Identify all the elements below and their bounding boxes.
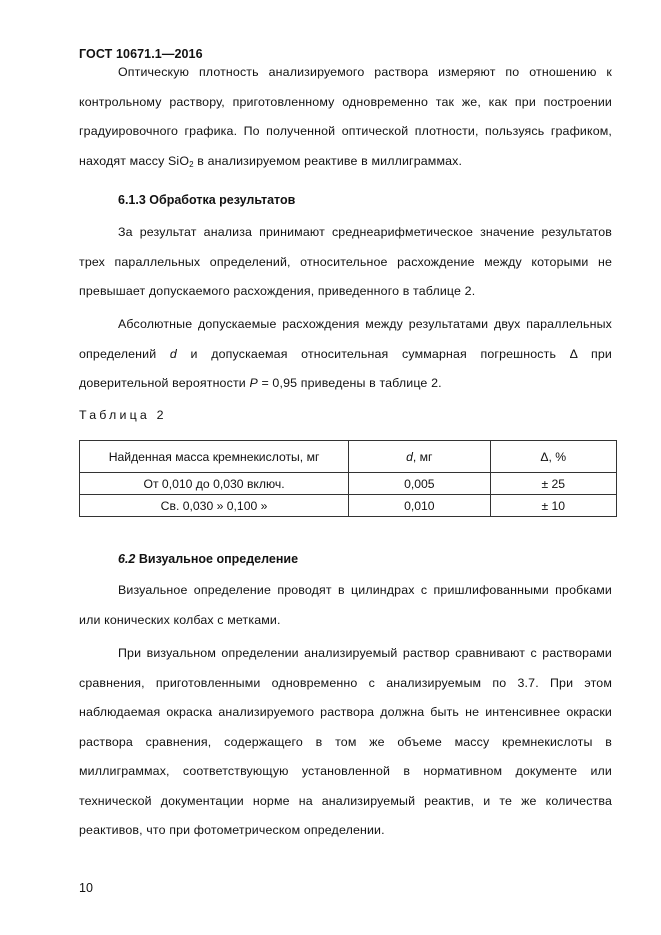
cell-delta: ± 25 bbox=[490, 473, 616, 495]
header-d-variable: d bbox=[406, 449, 413, 464]
table-2 bbox=[79, 440, 617, 517]
cell-delta: ± 10 bbox=[490, 495, 616, 517]
cell-mass: Св. 0,030 » 0,100 » bbox=[80, 495, 349, 517]
document-header: ГОСТ 10671.1—2016 bbox=[79, 47, 203, 61]
paragraph-text: Оптическую плотность анализируемого раствора измеряют по отношению к контрольному раствору, приготовленному одновременно так же, как при построении градуировочного графика. По полученной оптической плотности, пользуясь графиком, находят массу SiO bbox=[79, 65, 612, 168]
cell-d: 0,010 bbox=[349, 495, 490, 517]
paragraph-tolerances bbox=[79, 310, 612, 399]
paragraph-text: Абсолютные допускаемые расхождения между результатами двух параллельных определений bbox=[79, 317, 612, 361]
table-row bbox=[80, 495, 617, 517]
cell-d: 0,005 bbox=[349, 473, 490, 495]
variable-p: P bbox=[249, 376, 258, 390]
subscript-2: 2 bbox=[189, 159, 194, 169]
paragraph-visual-comparison: При визуальном определении анализируемый раствор сравнивают с растворами сравнения, приготовленными одновременно с анализируемым по 3.7. При этом наблюдаемая окраска анализируемого раствора должна быть не интенсивнее окраски раствора сравнения, содержащего в том же объеме массу кремнекислоты в миллиграммах, соответствующую установленной в нормативном документе или технической документации норме на анализируемый реактив, и те же количества реактивов, что при фотометрическом определении. bbox=[79, 646, 612, 837]
header-delta: Δ, % bbox=[490, 441, 616, 473]
table-caption: Таблица 2 bbox=[79, 408, 167, 422]
paragraph-text: и допускаемая относительная суммарная погрешность Δ при доверительной вероятности bbox=[79, 346, 612, 390]
section-title: Визуальное определение bbox=[135, 552, 299, 566]
paragraph-text: = 0,95 приведены в таблице 2. bbox=[257, 376, 442, 390]
header-d-unit: , мг bbox=[412, 449, 433, 464]
paragraph-text-end: в анализируемом реактиве в миллиграммах. bbox=[193, 153, 463, 168]
paragraph-optical-density bbox=[79, 58, 612, 177]
variable-d: d bbox=[169, 346, 177, 361]
section-heading-6-2 bbox=[118, 552, 298, 566]
section-heading-6-1-3: 6.1.3 Обработка результатов bbox=[118, 193, 296, 207]
paragraph-visual-method: Визуальное определение проводят в цилиндрах с пришлифованными пробками или конических колбах с метками. bbox=[79, 583, 612, 627]
cell-mass: От 0,010 до 0,030 включ. bbox=[80, 473, 349, 495]
table-row bbox=[80, 473, 617, 495]
paragraph-result-definition: За результат анализа принимают среднеарифметическое значение результатов трех параллельных определений, относительное расхождение между которыми не превышает допускаемого расхождения, приведенного в таблице 2. bbox=[79, 225, 612, 298]
header-d bbox=[349, 441, 490, 473]
table-header-row bbox=[80, 441, 617, 473]
header-mass: Найденная масса кремнекислоты, мг bbox=[80, 441, 349, 473]
page-number: 10 bbox=[79, 881, 93, 895]
section-number: 6.2 bbox=[118, 552, 136, 566]
